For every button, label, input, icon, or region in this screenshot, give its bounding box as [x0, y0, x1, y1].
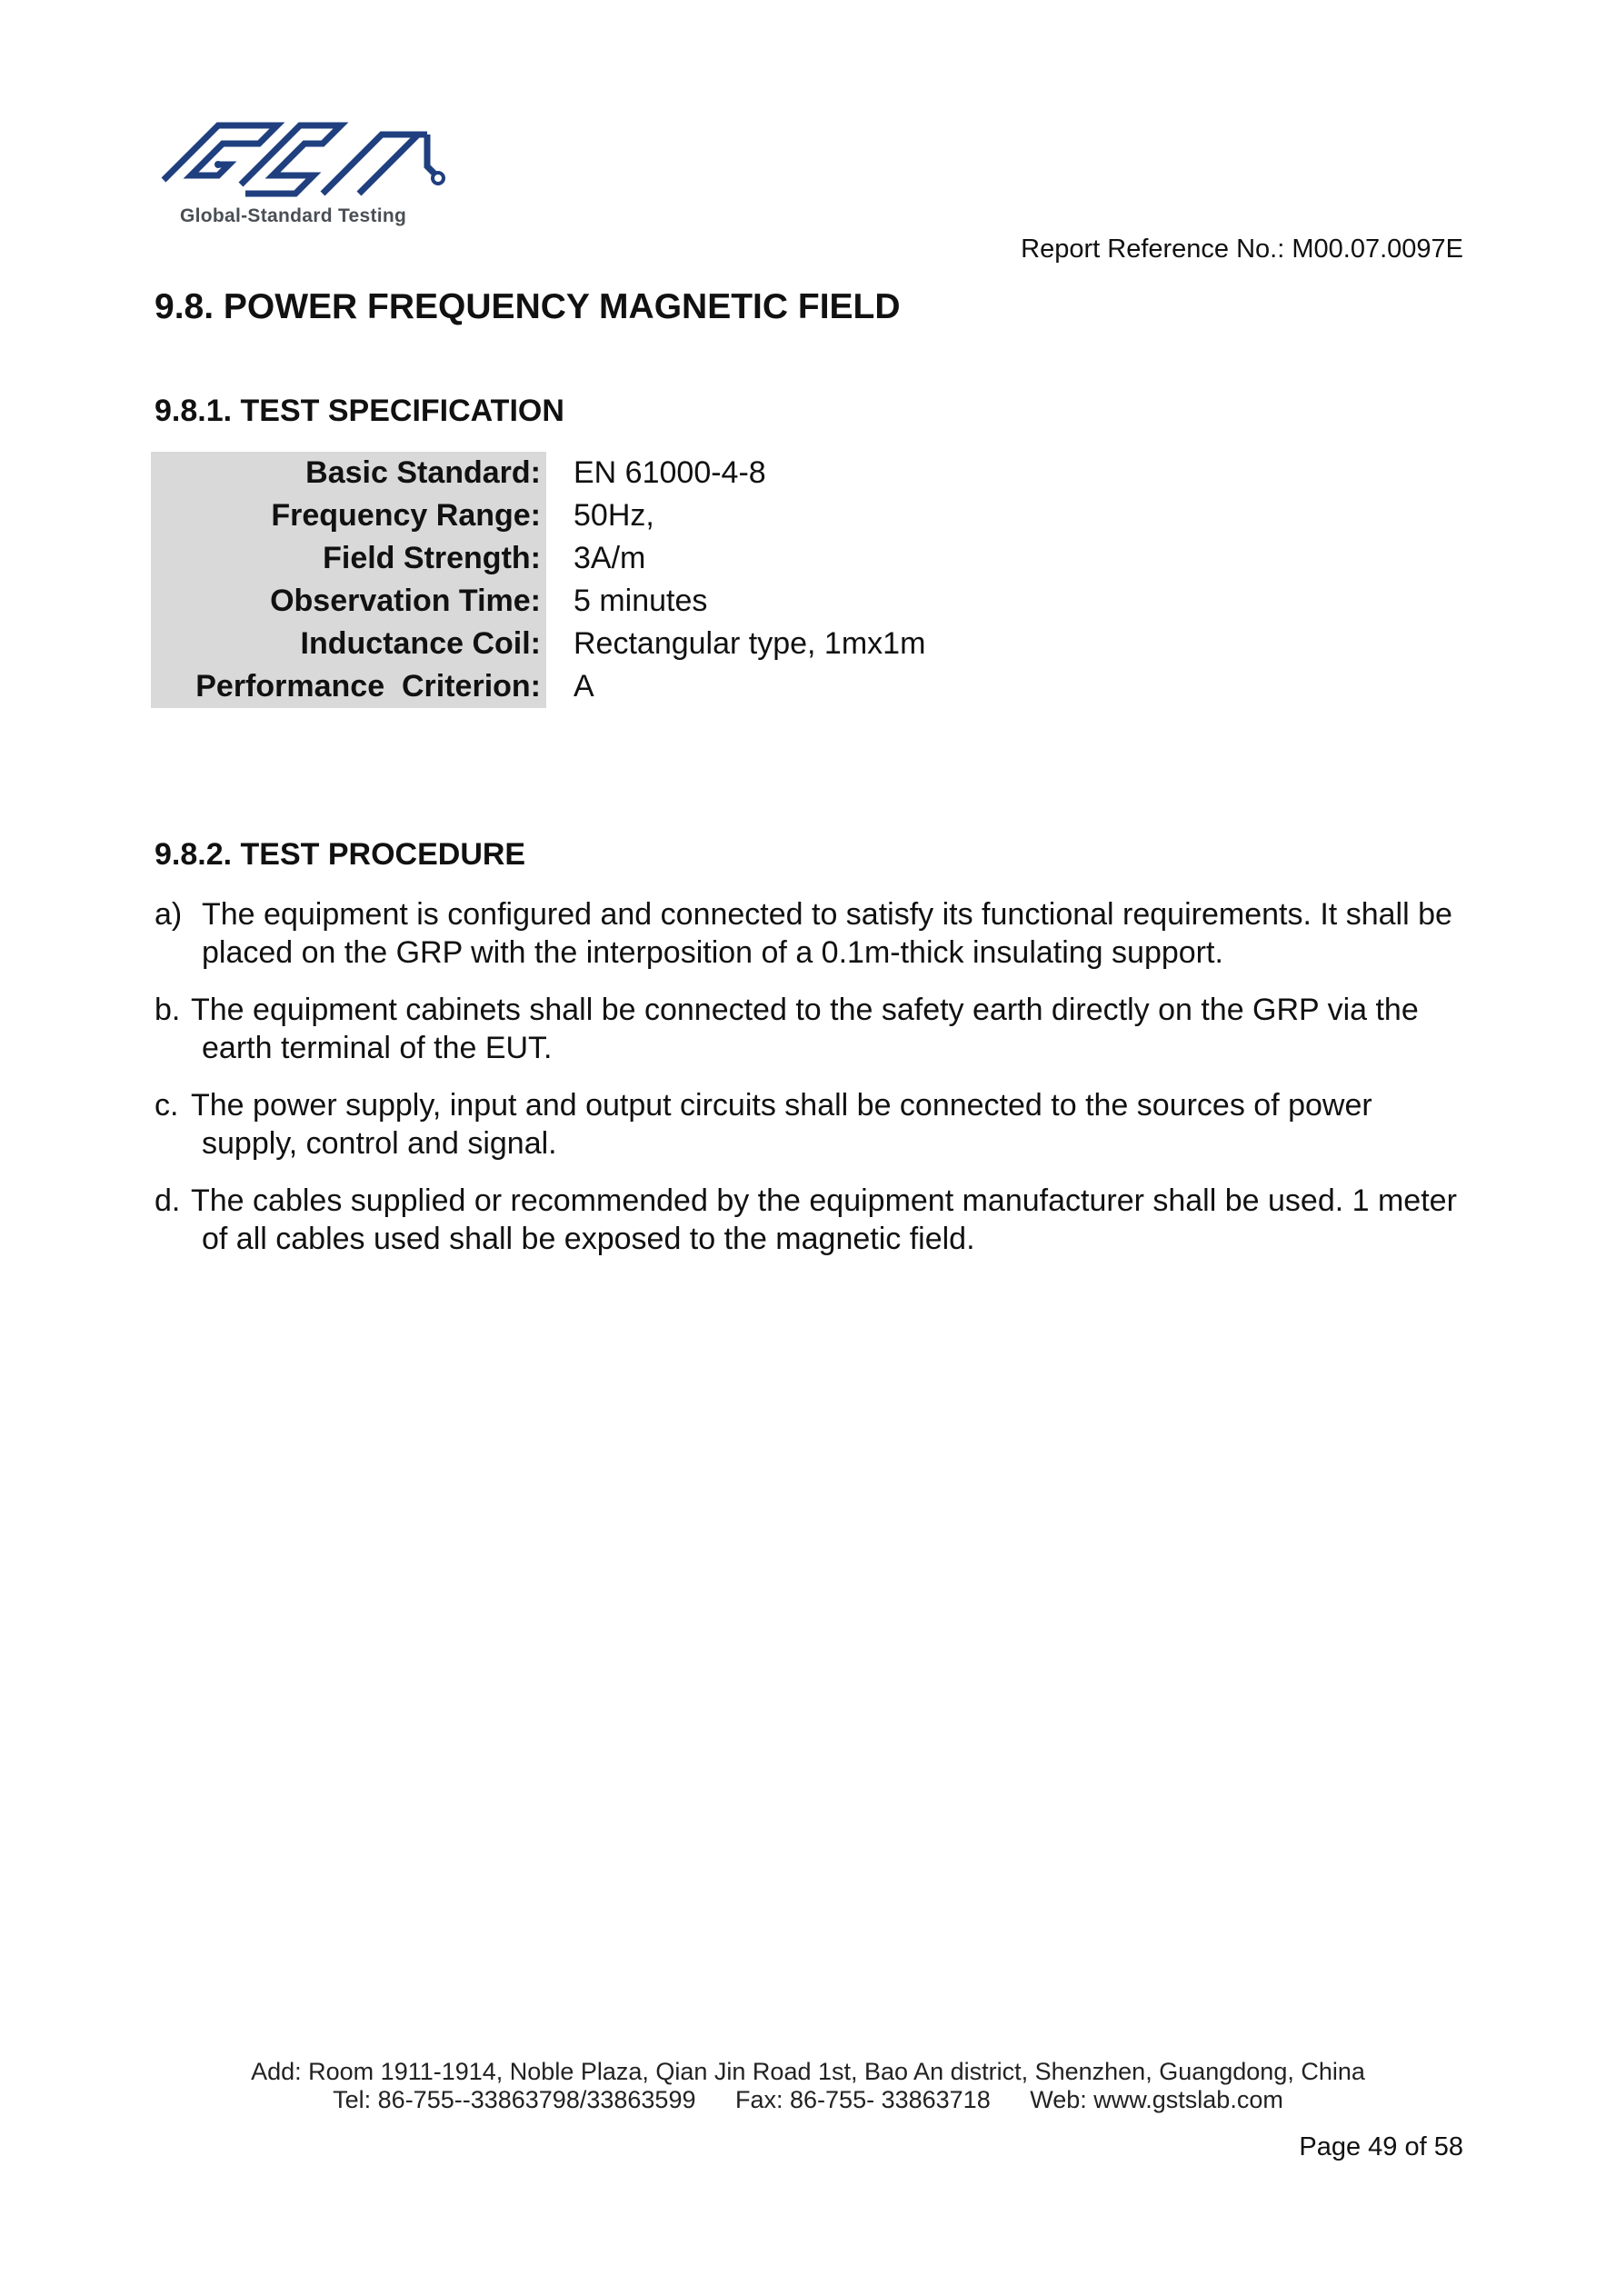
footer-web: Web: www.gstslab.com [1030, 2086, 1283, 2113]
procedure-marker: b. [155, 993, 181, 1027]
procedure-item [155, 895, 1463, 972]
spec-row [151, 580, 969, 623]
procedure-list [155, 895, 1463, 1277]
spec-value: Rectangular type, 1mx1m [574, 626, 926, 661]
procedure-marker: a) [155, 897, 183, 932]
spec-row [151, 494, 969, 537]
spec-label: Performance Criterion: [151, 665, 546, 708]
page-number: Page 49 of 58 [1299, 2132, 1463, 2161]
section-title: 9.8. POWER FREQUENCY MAGNETIC FIELD [155, 287, 901, 326]
spec-label: Frequency Range: [151, 494, 546, 537]
procedure-item [155, 1182, 1463, 1258]
spec-value: 3A/m [574, 541, 646, 575]
spec-value: A [574, 669, 594, 704]
footer-fax: Fax: 86-755- 33863718 [735, 2086, 991, 2113]
test-specification-title: 9.8.1. TEST SPECIFICATION [155, 394, 564, 428]
report-reference: Report Reference No.: M00.07.0097E [1021, 235, 1463, 264]
footer-tel: Tel: 86-755--33863798/33863599 [333, 2086, 696, 2113]
spec-value: EN 61000-4-8 [574, 455, 766, 490]
footer-address: Add: Room 1911-1914, Noble Plaza, Qian Jin Road 1st, Bao An district, Shenzhen, Guangdong, China [251, 2058, 1365, 2085]
procedure-marker: d. [155, 1183, 181, 1218]
logo-text: Global-Standard Testing [180, 205, 407, 226]
procedure-text: The cables supplied or recommended by the equipment manufacturer shall be used. 1 meter of all cables used shall be exposed to the magnetic field. [191, 1183, 1457, 1256]
spec-value: 50Hz, [574, 498, 654, 533]
spec-label: Inductance Coil: [151, 623, 546, 665]
spec-row [151, 452, 969, 494]
procedure-text: The equipment is configured and connected to satisfy its functional requirements. It shall be placed on the GRP with the interposition of a 0.1m-thick insulating support. [202, 897, 1452, 970]
spec-label: Basic Standard: [151, 452, 546, 494]
company-logo [155, 116, 454, 235]
test-procedure-title: 9.8.2. TEST PROCEDURE [155, 837, 526, 872]
spec-label: Observation Time: [151, 580, 546, 623]
gst-logo-icon [155, 116, 454, 207]
procedure-item [155, 991, 1463, 1067]
spec-row [151, 623, 969, 665]
procedure-item [155, 1086, 1463, 1163]
procedure-text: The power supply, input and output circuits shall be connected to the sources of power supply, control and signal. [191, 1088, 1372, 1161]
spec-value: 5 minutes [574, 584, 708, 618]
procedure-marker: c. [155, 1088, 179, 1123]
specification-table [151, 452, 969, 708]
spec-row [151, 665, 969, 708]
spec-row [151, 537, 969, 580]
procedure-text: The equipment cabinets shall be connected to the safety earth directly on the GRP via the earth terminal of the EUT. [191, 993, 1419, 1065]
footer-contact [0, 2086, 1616, 2114]
spec-label: Field Strength: [151, 537, 546, 580]
